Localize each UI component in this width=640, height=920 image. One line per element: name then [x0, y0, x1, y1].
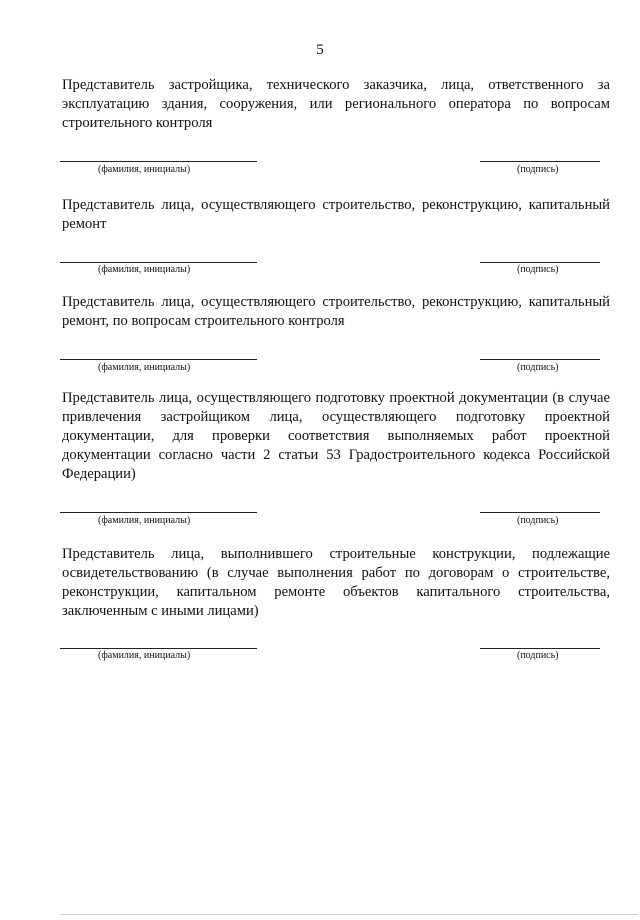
name-signature-line	[60, 262, 257, 263]
signature-line	[480, 262, 600, 263]
signature-caption: (подпись)	[517, 362, 559, 373]
representative-paragraph: Представитель лица, выполнившего строительные конструкции, подлежащие освидетельствованию (в случае выполнения работ по договорам о строительстве, реконструкции, капитальном ремонте объектов капитального строительства, заключенным с иными лицами)	[62, 546, 610, 619]
representative-paragraph: Представитель лица, осуществляющего подготовку проектной документации (в случае привлечения застройщиком лица, осуществляющего подготовку проектной документации, для проверки соответствия выполняемых работ проектной документации согласно части 2 статьи 53 Градостроительного кодекса Российской Федерации)	[62, 390, 610, 482]
signature-line	[480, 161, 600, 162]
name-caption: (фамилия, инициалы)	[98, 264, 191, 275]
name-caption: (фамилия, инициалы)	[98, 362, 191, 373]
scan-edge-line	[60, 914, 638, 915]
name-signature-line	[60, 648, 257, 649]
name-signature-line	[60, 512, 257, 513]
name-caption: (фамилия, инициалы)	[98, 164, 191, 175]
signature-caption: (подпись)	[517, 264, 559, 275]
signature-line	[480, 359, 600, 360]
representative-paragraph: Представитель лица, осуществляющего строительство, реконструкцию, капитальный ремонт, по вопросам строительного контроля	[62, 294, 610, 329]
name-caption: (фамилия, инициалы)	[98, 650, 191, 661]
signature-line	[480, 512, 600, 513]
name-signature-line	[60, 161, 257, 162]
signature-caption: (подпись)	[517, 650, 559, 661]
name-signature-line	[60, 359, 257, 360]
signature-caption: (подпись)	[517, 515, 559, 526]
signature-caption: (подпись)	[517, 164, 559, 175]
representative-paragraph: Представитель застройщика, технического заказчика, лица, ответственного за эксплуатацию здания, сооружения, или регионального оператора по вопросам строительного контроля	[62, 77, 610, 131]
page-number: 5	[316, 42, 324, 58]
signature-line	[480, 648, 600, 649]
representative-paragraph: Представитель лица, осуществляющего строительство, реконструкцию, капитальный ремонт	[62, 197, 610, 232]
name-caption: (фамилия, инициалы)	[98, 515, 191, 526]
